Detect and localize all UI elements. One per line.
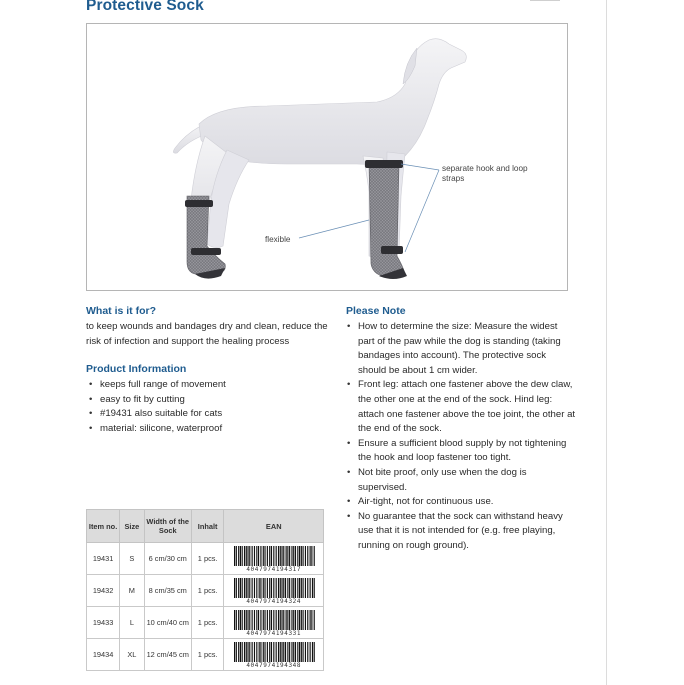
barcode-bar bbox=[258, 546, 259, 568]
barcode-bar bbox=[278, 610, 279, 632]
barcode-bar bbox=[264, 610, 265, 632]
barcode-bar bbox=[262, 610, 263, 632]
barcode-bar bbox=[262, 642, 263, 664]
list-item: • easy to fit by cutting bbox=[86, 393, 331, 408]
barcode-bar bbox=[293, 578, 294, 600]
ean-number: 4047974194317 bbox=[228, 566, 319, 573]
barcode-bar bbox=[254, 610, 255, 632]
list-item: • #19431 also suitable for cats bbox=[86, 407, 331, 422]
barcode-bar bbox=[262, 578, 263, 600]
barcode-bar bbox=[273, 578, 274, 600]
barcode-bar bbox=[244, 642, 245, 664]
barcode-bar bbox=[302, 578, 303, 600]
table-row bbox=[87, 639, 324, 671]
barcode-bar bbox=[293, 610, 294, 632]
ean-cell bbox=[224, 639, 324, 671]
barcode-bar bbox=[241, 578, 242, 600]
barcode-bar bbox=[293, 642, 294, 664]
barcode-bar bbox=[240, 610, 241, 632]
barcode-bar bbox=[238, 546, 239, 568]
barcode-bar bbox=[249, 578, 250, 600]
barcode-bar bbox=[273, 642, 274, 664]
width-cell: 10 cm/40 cm bbox=[144, 607, 191, 639]
barcode-bar bbox=[279, 610, 280, 632]
barcode-bar bbox=[300, 546, 301, 568]
barcode-bar bbox=[297, 546, 298, 568]
inhalt-cell: 1 pcs. bbox=[191, 543, 224, 575]
inhalt-cell: 1 pcs. bbox=[191, 607, 224, 639]
size-cell: L bbox=[120, 607, 144, 639]
barcode-bar bbox=[269, 610, 270, 632]
item-no-cell: 19434 bbox=[87, 639, 120, 671]
barcode-bar bbox=[293, 546, 294, 568]
barcode-bar bbox=[264, 578, 265, 600]
barcode-bar bbox=[240, 642, 241, 664]
barcode-bar bbox=[249, 610, 250, 632]
barcode-bar bbox=[238, 610, 239, 632]
barcode-bar bbox=[291, 546, 292, 568]
barcode-bar bbox=[279, 578, 280, 600]
barcode-bar bbox=[279, 546, 280, 568]
barcode-bar bbox=[245, 578, 246, 600]
barcode-bar bbox=[305, 578, 306, 600]
barcode-bar bbox=[297, 578, 298, 600]
barcode-bar bbox=[302, 546, 303, 568]
page-title: Protective Sock bbox=[86, 0, 204, 14]
barcode-bar bbox=[313, 578, 314, 600]
barcode-bar bbox=[297, 610, 298, 632]
barcode-bar bbox=[287, 642, 288, 664]
barcode-bar bbox=[295, 578, 296, 600]
list-item: • How to determine the size: Measure the widest part of the paw while the dog is standing (taking bandages into account). The protective sock should be about 1 cm wider. bbox=[344, 320, 576, 378]
width-cell: 8 cm/35 cm bbox=[144, 575, 191, 607]
barcode-bar bbox=[249, 642, 250, 664]
barcode-bar bbox=[254, 546, 255, 568]
barcode-bar bbox=[312, 642, 313, 664]
size-cell: XL bbox=[120, 639, 144, 671]
barcode-bar bbox=[260, 578, 261, 600]
barcode-bar bbox=[275, 642, 276, 664]
barcode-bar bbox=[302, 610, 303, 632]
barcode-bar bbox=[285, 610, 286, 632]
barcode-bar bbox=[285, 546, 286, 568]
barcode-bar bbox=[309, 610, 310, 632]
barcode-bar bbox=[256, 578, 257, 600]
barcode-bar bbox=[245, 546, 246, 568]
top-divider bbox=[530, 0, 560, 1]
barcode-bar bbox=[278, 578, 279, 600]
product-image-box bbox=[86, 23, 568, 291]
barcode-bar bbox=[241, 546, 242, 568]
callout-flexible: flexible bbox=[265, 235, 291, 244]
table-row bbox=[87, 607, 324, 639]
barcode-bar bbox=[258, 642, 259, 664]
barcode-bar bbox=[281, 610, 282, 632]
barcode-bar bbox=[309, 578, 310, 600]
barcode-bar bbox=[300, 578, 301, 600]
barcode-bar bbox=[311, 546, 312, 568]
barcode-bar bbox=[260, 642, 261, 664]
item-no-cell: 19433 bbox=[87, 607, 120, 639]
barcode-bar bbox=[247, 610, 248, 632]
table-row bbox=[87, 543, 324, 575]
barcode-bar bbox=[269, 546, 270, 568]
barcode-bar bbox=[260, 546, 261, 568]
barcode-bar bbox=[287, 546, 288, 568]
product-information-list bbox=[86, 378, 331, 436]
barcode-bar bbox=[241, 610, 242, 632]
width-cell: 12 cm/45 cm bbox=[144, 639, 191, 671]
barcode-bar bbox=[313, 546, 314, 568]
barcode-bar bbox=[295, 610, 296, 632]
barcode-bar bbox=[285, 642, 286, 664]
list-item: • Front leg: attach one fastener above the dew claw, the other one at the end of the sock. Hind leg: attach one fastener above the toe joint, the other at the end of the sock. bbox=[344, 378, 576, 436]
barcode-bar bbox=[249, 546, 250, 568]
ean-cell bbox=[224, 607, 324, 639]
barcode-bar bbox=[275, 578, 276, 600]
please-note-heading: Please Note bbox=[346, 305, 406, 317]
item-no-cell: 19431 bbox=[87, 543, 120, 575]
barcode-bar bbox=[313, 642, 314, 664]
what-is-it-for-heading: What is it for? bbox=[86, 305, 156, 317]
barcode-bar bbox=[240, 578, 241, 600]
barcode-bar bbox=[258, 578, 259, 600]
barcode-bar bbox=[281, 546, 282, 568]
barcode-bar bbox=[235, 578, 236, 600]
barcode-bar bbox=[300, 642, 301, 664]
barcode-bar bbox=[273, 546, 274, 568]
barcode-bar bbox=[299, 578, 300, 600]
barcode-bar bbox=[309, 642, 310, 664]
table-row bbox=[87, 575, 324, 607]
barcode-bar bbox=[297, 642, 298, 664]
barcode-bar bbox=[300, 610, 301, 632]
barcode-bar bbox=[256, 546, 257, 568]
barcode-bar bbox=[264, 546, 265, 568]
barcode-bar bbox=[254, 578, 255, 600]
barcode-bar bbox=[291, 642, 292, 664]
barcode-bar bbox=[244, 546, 245, 568]
barcode-bar bbox=[273, 610, 274, 632]
barcode-bar bbox=[305, 610, 306, 632]
width-cell: 6 cm/30 cm bbox=[144, 543, 191, 575]
barcode-bar bbox=[235, 642, 236, 664]
barcode-bar bbox=[281, 642, 282, 664]
header-inhalt: Inhalt bbox=[191, 510, 224, 543]
ean-cell bbox=[224, 575, 324, 607]
barcode-bar bbox=[235, 546, 236, 568]
barcode-bar bbox=[238, 578, 239, 600]
barcode-bar bbox=[305, 546, 306, 568]
callout-hook-loop-straps: separate hook and loop straps bbox=[442, 164, 528, 183]
barcode-bar bbox=[244, 578, 245, 600]
barcode-bar bbox=[245, 642, 246, 664]
inhalt-cell: 1 pcs. bbox=[191, 639, 224, 671]
barcode-bar bbox=[269, 578, 270, 600]
barcode-bar bbox=[267, 642, 268, 664]
barcode-bar bbox=[247, 578, 248, 600]
barcode-bar bbox=[312, 578, 313, 600]
list-item: • Not bite proof, only use when the dog is supervised. bbox=[344, 466, 576, 495]
barcode-bar bbox=[287, 578, 288, 600]
barcode-bar bbox=[299, 642, 300, 664]
size-table bbox=[86, 509, 324, 671]
ean-cell bbox=[224, 543, 324, 575]
size-cell: M bbox=[120, 575, 144, 607]
barcode-bar bbox=[291, 578, 292, 600]
barcode-bar bbox=[299, 610, 300, 632]
barcode-bar bbox=[275, 610, 276, 632]
table-header-row bbox=[87, 510, 324, 543]
barcode-bar bbox=[295, 546, 296, 568]
barcode-bar bbox=[313, 610, 314, 632]
barcode-bar bbox=[309, 546, 310, 568]
barcode-bar bbox=[302, 642, 303, 664]
item-no-cell: 19432 bbox=[87, 575, 120, 607]
dog-illustration bbox=[87, 24, 567, 290]
barcode-bar bbox=[283, 642, 284, 664]
what-is-it-for-text: to keep wounds and bandages dry and clean, reduce the risk of infection and support the healing process bbox=[86, 321, 328, 347]
header-size: Size bbox=[120, 510, 144, 543]
barcode-bar bbox=[258, 610, 259, 632]
list-item: • Ensure a sufficient blood supply by not tightening the hook and loop fastener too tight. bbox=[344, 437, 576, 466]
barcode-bar bbox=[260, 610, 261, 632]
barcode-bar bbox=[275, 546, 276, 568]
barcode-bar bbox=[247, 642, 248, 664]
page-edge-rule bbox=[606, 0, 607, 685]
barcode-bar bbox=[256, 610, 257, 632]
list-item: • Air-tight, not for continuous use. bbox=[344, 495, 576, 510]
header-width: Width of the Sock bbox=[144, 510, 191, 543]
header-item-no: Item no. bbox=[87, 510, 120, 543]
inhalt-cell: 1 pcs. bbox=[191, 575, 224, 607]
barcode-bar bbox=[279, 642, 280, 664]
barcode-bar bbox=[283, 578, 284, 600]
barcode-bar bbox=[269, 642, 270, 664]
barcode-bar bbox=[283, 546, 284, 568]
barcode-bar bbox=[295, 642, 296, 664]
barcode-bar bbox=[299, 546, 300, 568]
barcode-bar bbox=[245, 610, 246, 632]
list-item: • No guarantee that the sock can withstand heavy use that it is not intended for (e.g. free playing, running on rough ground). bbox=[344, 510, 576, 554]
ean-number: 4047974194331 bbox=[228, 630, 319, 637]
barcode-bar bbox=[283, 610, 284, 632]
size-cell: S bbox=[120, 543, 144, 575]
barcode-bar bbox=[291, 610, 292, 632]
list-item: • keeps full range of movement bbox=[86, 378, 331, 393]
header-ean: EAN bbox=[224, 510, 324, 543]
barcode-bar bbox=[244, 610, 245, 632]
ean-number: 4047974194324 bbox=[228, 598, 319, 605]
barcode-bar bbox=[305, 642, 306, 664]
barcode-bar bbox=[267, 610, 268, 632]
barcode-bar bbox=[278, 642, 279, 664]
ean-number: 4047974194348 bbox=[228, 662, 319, 669]
barcode-bar bbox=[267, 546, 268, 568]
please-note-list bbox=[344, 320, 576, 554]
product-information-heading: Product Information bbox=[86, 363, 187, 375]
barcode-bar bbox=[254, 642, 255, 664]
barcode-bar bbox=[262, 546, 263, 568]
barcode-bar bbox=[281, 578, 282, 600]
barcode-bar bbox=[256, 642, 257, 664]
barcode-bar bbox=[285, 578, 286, 600]
barcode-bar bbox=[287, 610, 288, 632]
barcode-bar bbox=[240, 546, 241, 568]
barcode-bar bbox=[311, 610, 312, 632]
barcode-bar bbox=[267, 578, 268, 600]
list-item: • material: silicone, waterproof bbox=[86, 422, 331, 437]
barcode-bar bbox=[278, 546, 279, 568]
barcode-bar bbox=[241, 642, 242, 664]
barcode-bar bbox=[247, 546, 248, 568]
barcode-bar bbox=[238, 642, 239, 664]
barcode-bar bbox=[264, 642, 265, 664]
barcode-bar bbox=[235, 610, 236, 632]
